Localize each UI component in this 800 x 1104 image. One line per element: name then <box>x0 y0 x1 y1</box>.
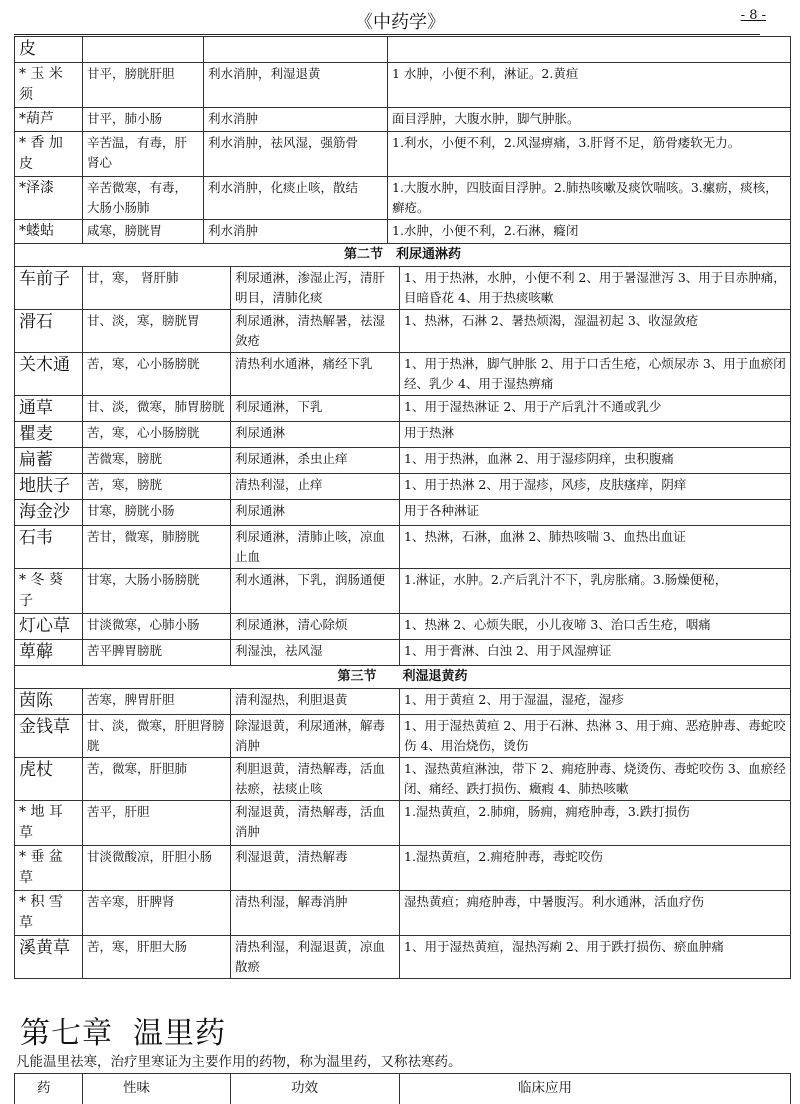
herb-name: *葫芦 <box>15 108 83 132</box>
herb-use: 湿热黄疸；痈疮肿毒，中暑腹泻。利水通淋，活血疗伤 <box>400 891 791 936</box>
herb-name: 石韦 <box>15 526 83 569</box>
herb-use: 1、用于热淋 2、用于湿疹，风疹，皮肤瘙痒，阴痒 <box>400 474 791 500</box>
herb-effect: 利尿通淋，清肺止咳，凉血止血 <box>231 526 400 569</box>
herb-name: 扁蓄 <box>15 448 83 474</box>
herb-effect: 除湿退黄，利尿通淋，解毒消肿 <box>231 715 400 758</box>
herb-nature: 苦寒，脾胃肝胆 <box>83 689 231 715</box>
herb-name: 虎杖 <box>15 758 83 801</box>
herb-effect: 利水通淋，下乳，润肠通便 <box>231 569 400 614</box>
herb-nature: 甘、淡，寒，膀胱胃 <box>83 310 231 353</box>
herb-name: * 积 雪 草 <box>15 891 83 936</box>
herb-effect: 利水消肿 <box>204 108 388 132</box>
herb-row <box>15 474 791 500</box>
herb-row <box>15 132 791 177</box>
herb-row <box>15 640 791 666</box>
herb-nature <box>83 37 204 63</box>
herb-row <box>15 396 791 422</box>
herb-use: 用于热淋 <box>400 422 791 448</box>
herb-use: 用于各种淋证 <box>400 500 791 526</box>
herb-effect: 清热利湿，利湿退黄，凉血散瘀 <box>231 936 400 979</box>
herb-effect: 利尿通淋 <box>231 422 400 448</box>
herb-use: 1.湿热黄疸，2.痈疮肿毒，毒蛇咬伤 <box>400 846 791 891</box>
herb-name: 溪黄草 <box>15 936 83 979</box>
herb-row <box>15 310 791 353</box>
chapter-name: 温里药 <box>133 1016 226 1051</box>
herb-row <box>15 220 791 244</box>
herb-effect: 利湿浊，祛风湿 <box>231 640 400 666</box>
herb-row <box>15 448 791 474</box>
herb-use: 1.大腹水肿，四肢面目浮肿。2.肺热咳嗽及痰饮喘咳。3.瘰疬，痰核，癣疮。 <box>388 177 791 220</box>
herb-use: 1.湿热黄疸，2.肺痈，肠痈，痈疮肿毒，3.跌打损伤 <box>400 801 791 846</box>
herb-name: * 玉 米 须 <box>15 63 83 108</box>
herb-row <box>15 500 791 526</box>
col-drug: 药 <box>15 1074 83 1104</box>
herb-nature: 苦甘，微寒，肺膀胱 <box>83 526 231 569</box>
herb-name: 金钱草 <box>15 715 83 758</box>
herb-nature: 苦，微寒，肝胆肺 <box>83 758 231 801</box>
herb-row <box>15 715 791 758</box>
herb-name: * 冬 葵 子 <box>15 569 83 614</box>
herb-use: 1.利水，小便不利，2.风湿痹痛，3.肝肾不足，筋骨痿软无力。 <box>388 132 791 177</box>
herb-sections-table <box>14 243 791 979</box>
herb-nature: 甘，寒， 肾肝肺 <box>83 267 231 310</box>
herb-name: 车前子 <box>15 267 83 310</box>
herb-name: 地肤子 <box>15 474 83 500</box>
herb-nature: 甘、淡，微寒，肺胃膀胱 <box>83 396 231 422</box>
herb-name: 瞿麦 <box>15 422 83 448</box>
herb-effect: 利尿通淋 <box>231 500 400 526</box>
herb-name: 灯心草 <box>15 614 83 640</box>
herb-row <box>15 936 791 979</box>
herb-name: 茵陈 <box>15 689 83 715</box>
herb-effect <box>204 37 388 63</box>
herb-nature: 甘淡微寒，心肺小肠 <box>83 614 231 640</box>
herb-row <box>15 353 791 396</box>
herb-effect: 利胆退黄，清热解毒，活血祛瘀，祛痰止咳 <box>231 758 400 801</box>
herb-nature: 苦，寒，膀胱 <box>83 474 231 500</box>
herb-name: *泽漆 <box>15 177 83 220</box>
herb-use: 1.淋证，水肿。2.产后乳汁不下，乳房胀痛。3.肠燥便秘， <box>400 569 791 614</box>
herb-row <box>15 422 791 448</box>
herb-nature: 苦辛寒，肝脾肾 <box>83 891 231 936</box>
herb-name: 皮 <box>15 37 83 63</box>
diuretic-table-continued <box>14 36 791 244</box>
herb-effect: 利尿通淋，下乳 <box>231 396 400 422</box>
herb-effect: 利水消肿 <box>204 220 388 244</box>
herb-effect: 清热利水通淋，痛经下乳 <box>231 353 400 396</box>
herb-row <box>15 267 791 310</box>
herb-name: * 垂 盆 草 <box>15 846 83 891</box>
section-heading-row <box>15 666 791 689</box>
section-title: 第三节 利湿退黄药 <box>15 666 791 689</box>
herb-use <box>388 37 791 63</box>
herb-nature: 甘平，膀胱肝胆 <box>83 63 204 108</box>
header-rule <box>14 34 760 35</box>
chapter-number: 第七章 <box>20 1016 113 1051</box>
herb-row <box>15 177 791 220</box>
herb-use: 1、用于黄疸 2、用于湿温，湿疮，湿疹 <box>400 689 791 715</box>
herb-effect: 利尿通淋，清心除烦 <box>231 614 400 640</box>
herb-nature: 苦，寒，心小肠膀胱 <box>83 353 231 396</box>
herb-name: 萆薢 <box>15 640 83 666</box>
col-effect: 功效 <box>231 1074 400 1104</box>
herb-use: 1、用于湿热淋证 2、用于产后乳汁不通或乳少 <box>400 396 791 422</box>
herb-nature: 苦，寒，肝胆大肠 <box>83 936 231 979</box>
herb-use: 1、热淋，石淋，血淋 2、肺热咳喘 3、血热出血证 <box>400 526 791 569</box>
herb-nature: 咸寒，膀胱胃 <box>83 220 204 244</box>
herb-effect: 利尿通淋，渗湿止泻，清肝明目，清肺化痰 <box>231 267 400 310</box>
section-title: 第二节 利尿通淋药 <box>15 244 791 267</box>
herb-use: 1 水肿，小便不利，淋证。2.黄疸 <box>388 63 791 108</box>
herb-use: 1、用于热淋，水肿，小便不利 2、用于暑湿泄泻 3、用于目赤肿痛，目暗昏花 4、用于热痰咳嗽 <box>400 267 791 310</box>
herb-nature: 苦平，肝胆 <box>83 801 231 846</box>
herb-name: *蝼蛄 <box>15 220 83 244</box>
col-nature: 性味 <box>83 1074 231 1104</box>
herb-effect: 清利湿热，利胆退黄 <box>231 689 400 715</box>
herb-use: 1、用于膏淋、白浊 2、用于风湿痹证 <box>400 640 791 666</box>
herb-row <box>15 846 791 891</box>
herb-row <box>15 108 791 132</box>
herb-effect: 利水消肿，利湿退黄 <box>204 63 388 108</box>
page-number: - 8 - <box>741 8 766 23</box>
herb-effect: 利湿退黄，清热解毒，活血消肿 <box>231 801 400 846</box>
herb-name: 关木通 <box>15 353 83 396</box>
page-header <box>0 0 800 36</box>
herb-row <box>15 37 791 63</box>
herb-name: * 香 加 皮 <box>15 132 83 177</box>
herb-effect: 清热利湿，止痒 <box>231 474 400 500</box>
herb-use: 1、用于热淋，血淋 2、用于湿疹阴痒，虫积腹痛 <box>400 448 791 474</box>
herb-nature: 甘寒，膀胱小肠 <box>83 500 231 526</box>
herb-nature: 甘寒，大肠小肠膀胱 <box>83 569 231 614</box>
herb-row <box>15 569 791 614</box>
col-use: 临床应用 <box>400 1074 791 1104</box>
herb-nature: 辛苦微寒，有毒，大肠小肠肺 <box>83 177 204 220</box>
column-header-row <box>14 1073 791 1104</box>
herb-name: * 地 耳 草 <box>15 801 83 846</box>
herb-use: 1、用于湿热黄疸，湿热泻痢 2、用于跌打损伤、瘀血肿痛 <box>400 936 791 979</box>
herb-row <box>15 891 791 936</box>
herb-nature: 苦平脾胃膀胱 <box>83 640 231 666</box>
herb-nature: 甘平，肺小肠 <box>83 108 204 132</box>
chapter-heading <box>20 1008 226 1052</box>
herb-nature: 苦微寒，膀胱 <box>83 448 231 474</box>
herb-effect: 利水消肿，祛风湿，强筋骨 <box>204 132 388 177</box>
herb-row <box>15 63 791 108</box>
herb-row <box>15 614 791 640</box>
herb-effect: 利尿通淋，杀虫止痒 <box>231 448 400 474</box>
herb-effect: 利尿通淋，清热解暑，祛湿敛疮 <box>231 310 400 353</box>
book-title: 《中药学》 <box>0 8 800 34</box>
herb-row <box>15 689 791 715</box>
herb-use: 1、用于热淋，脚气肿胀 2、用于口舌生疮，心烦尿赤 3、用于血瘀闭经、乳少 4、用于湿热痹痛 <box>400 353 791 396</box>
herb-use: 1、热淋 2、心烦失眠，小儿夜啼 3、治口舌生疮，咽痛 <box>400 614 791 640</box>
herb-effect: 利湿退黄，清热解毒 <box>231 846 400 891</box>
herb-nature: 辛苦温，有毒，肝肾心 <box>83 132 204 177</box>
herb-name: 海金沙 <box>15 500 83 526</box>
herb-effect: 清热利湿，解毒消肿 <box>231 891 400 936</box>
herb-nature: 甘、淡，微寒，肝胆肾膀胱 <box>83 715 231 758</box>
section-heading-row <box>15 244 791 267</box>
herb-use: 面目浮肿，大腹水肿，脚气肿胀。 <box>388 108 791 132</box>
herb-nature: 甘淡微酸凉，肝胆小肠 <box>83 846 231 891</box>
herb-row <box>15 526 791 569</box>
herb-row <box>15 758 791 801</box>
herb-use: 1、湿热黄疸淋浊，带下 2、痈疮肿毒、烧烫伤、毒蛇咬伤 3、血瘀经闭、痛经、跌打损伤、癥瘕 4、肺热咳嗽 <box>400 758 791 801</box>
herb-use: 1、用于湿热黄疸 2、用于石淋、热淋 3、用于痈、恶疮肿毒、毒蛇咬伤 4、用治烧伤，烫伤 <box>400 715 791 758</box>
chapter-intro: 凡能温里祛寒，治疗里寒证为主要作用的药物，称为温里药，又称祛寒药。 <box>16 1050 462 1070</box>
herb-use: 1.水肿，小便不利，2.石淋，癃闭 <box>388 220 791 244</box>
herb-name: 滑石 <box>15 310 83 353</box>
herb-effect: 利水消肿，化痰止咳，散结 <box>204 177 388 220</box>
herb-name: 通草 <box>15 396 83 422</box>
herb-row <box>15 801 791 846</box>
herb-use: 1、热淋，石淋 2、暑热烦渴，湿温初起 3、收湿敛疮 <box>400 310 791 353</box>
herb-nature: 苦，寒，心小肠膀胱 <box>83 422 231 448</box>
